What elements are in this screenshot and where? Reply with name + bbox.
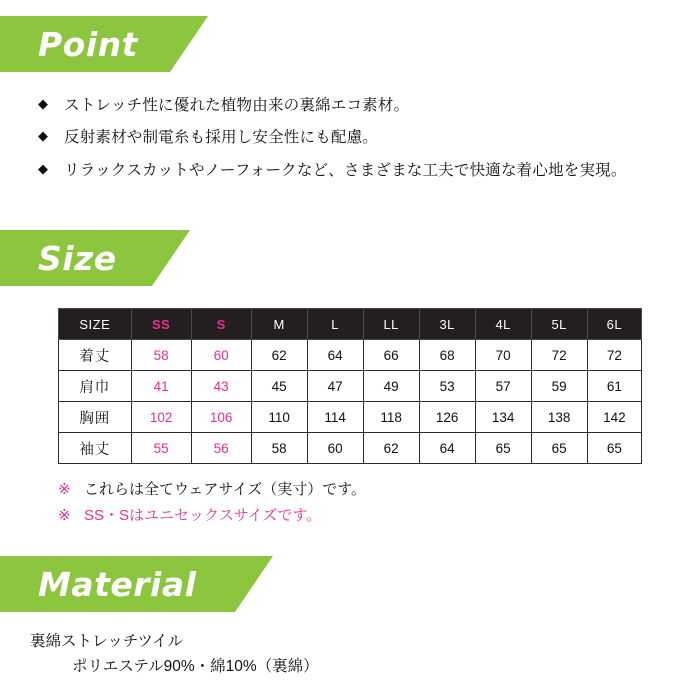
cell: 142 xyxy=(587,402,641,433)
material-line-fabric: 裏綿ストレッチツイル xyxy=(30,633,184,650)
cell: 106 xyxy=(191,402,251,433)
point-item-text: ストレッチ性に優れた植物由来の裏綿エコ素材。 xyxy=(64,97,410,114)
row-label: 胸囲 xyxy=(59,402,132,433)
cell: 65 xyxy=(531,433,587,464)
diamond-icon: ◆ xyxy=(38,128,49,144)
material-lines xyxy=(0,630,700,680)
point-item-text: リラックスカットやノーフォークなど、さまざまな工夫で快適な着心地を実現。 xyxy=(64,161,627,179)
diamond-icon: ◆ xyxy=(38,160,49,176)
asterisk-icon: ※ xyxy=(58,481,71,498)
column-header-ss: SS xyxy=(131,309,191,340)
list-item xyxy=(38,126,660,149)
point-banner-bar xyxy=(0,16,170,72)
table-row xyxy=(59,340,642,371)
cell: 134 xyxy=(475,402,531,433)
cell: 65 xyxy=(587,433,641,464)
cell: 70 xyxy=(475,340,531,371)
cell: 47 xyxy=(307,371,363,402)
cell: 49 xyxy=(363,371,419,402)
cell: 102 xyxy=(131,402,191,433)
cell: 64 xyxy=(419,433,475,464)
material-section xyxy=(0,556,700,680)
column-header-ll: LL xyxy=(363,309,419,340)
column-header-5l: 5L xyxy=(531,309,587,340)
note-text: SS・Sはユニセックスサイズです。 xyxy=(84,507,322,524)
size-banner xyxy=(0,230,700,286)
column-header-s: S xyxy=(191,309,251,340)
point-list xyxy=(0,94,700,182)
cell: 60 xyxy=(307,433,363,464)
cell: 72 xyxy=(587,340,641,371)
cell: 41 xyxy=(131,371,191,402)
column-header-size: SIZE xyxy=(59,309,132,340)
column-header-3l: 3L xyxy=(419,309,475,340)
size-table xyxy=(58,308,642,464)
table-row xyxy=(59,433,642,464)
note-row xyxy=(58,478,642,502)
cell: 58 xyxy=(131,340,191,371)
material-banner xyxy=(0,556,700,612)
cell: 58 xyxy=(251,433,307,464)
asterisk-icon: ※ xyxy=(58,507,71,524)
material-heading: Material xyxy=(38,564,197,604)
point-section xyxy=(0,16,700,191)
cell: 56 xyxy=(191,433,251,464)
cell: 62 xyxy=(363,433,419,464)
row-label: 着丈 xyxy=(59,340,132,371)
cell: 72 xyxy=(531,340,587,371)
size-section xyxy=(0,230,700,530)
row-label: 袖丈 xyxy=(59,433,132,464)
table-row xyxy=(59,402,642,433)
cell: 66 xyxy=(363,340,419,371)
table-header-row xyxy=(59,309,642,340)
size-table-wrap xyxy=(0,308,700,464)
cell: 53 xyxy=(419,371,475,402)
point-item-text: 反射素材や制電糸も採用し安全性にも配慮。 xyxy=(64,129,379,147)
list-item xyxy=(38,94,660,117)
table-row xyxy=(59,371,642,402)
point-heading: Point xyxy=(38,24,138,64)
size-heading: Size xyxy=(38,238,117,278)
cell: 68 xyxy=(419,340,475,371)
cell: 57 xyxy=(475,371,531,402)
column-header-l: L xyxy=(307,309,363,340)
cell: 138 xyxy=(531,402,587,433)
row-label: 肩巾 xyxy=(59,371,132,402)
cell: 61 xyxy=(587,371,641,402)
cell: 60 xyxy=(191,340,251,371)
cell: 126 xyxy=(419,402,475,433)
cell: 110 xyxy=(251,402,307,433)
cell: 59 xyxy=(531,371,587,402)
point-banner xyxy=(0,16,700,72)
column-header-m: M xyxy=(251,309,307,340)
material-line-composition: ポリエステル90%・綿10%（裏綿） xyxy=(72,657,319,675)
cell: 62 xyxy=(251,340,307,371)
note-text: これらは全てウェアサイズ（実寸）です。 xyxy=(84,481,367,498)
cell: 118 xyxy=(363,402,419,433)
cell: 55 xyxy=(131,433,191,464)
size-notes xyxy=(0,464,700,528)
cell: 65 xyxy=(475,433,531,464)
diamond-icon: ◆ xyxy=(38,96,49,111)
cell: 114 xyxy=(307,402,363,433)
column-header-6l: 6L xyxy=(587,309,641,340)
note-row xyxy=(58,504,642,528)
column-header-4l: 4L xyxy=(475,309,531,340)
material-banner-bar xyxy=(0,556,235,612)
cell: 64 xyxy=(307,340,363,371)
cell: 43 xyxy=(191,371,251,402)
list-item xyxy=(38,159,660,182)
cell: 45 xyxy=(251,371,307,402)
size-banner-bar xyxy=(0,230,152,286)
